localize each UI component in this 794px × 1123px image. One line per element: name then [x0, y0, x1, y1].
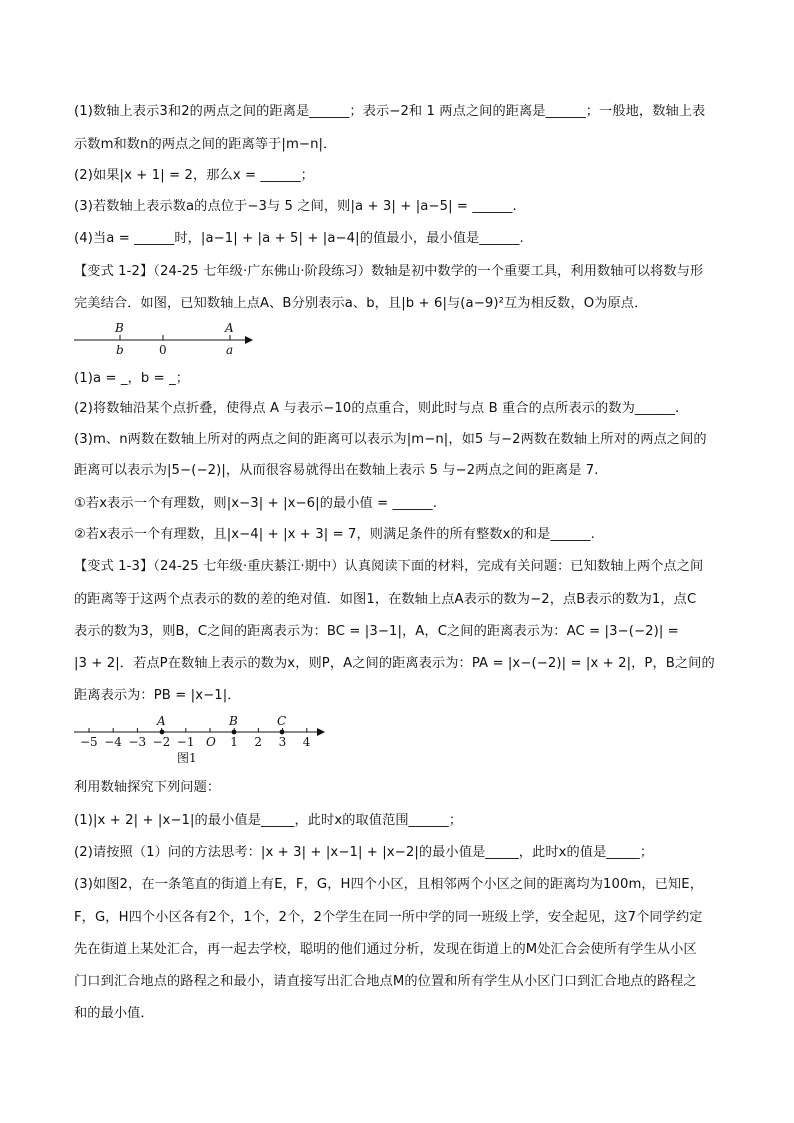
text-line: ②若x表示一个有理数，且|x−4| + |x + 3| = 7，则满足条件的所有整数x的和是______.: [74, 527, 595, 542]
tick-label: 2: [254, 735, 263, 749]
text-line: (1)数轴上表示3和2的两点之间的距离是______；表示−2和 1 两点之间的距离是______；一般地，数轴上表: [74, 104, 706, 119]
text-line: 门口到汇合地点的路程之和最小，请直接写出汇合地点M的位置和所有学生从小区门口到汇合地点的路程之: [74, 974, 697, 989]
text-line: 和的最小值．: [74, 1006, 154, 1021]
text-line: (2)请按照（1）问的方法思考：|x + 3| + |x−1| + |x−2|的最小值是_____，此时x的值是_____；: [74, 845, 654, 860]
point-c-dot: [280, 730, 285, 735]
tick-label: −1: [176, 735, 195, 749]
point-label-a-fig1: A: [157, 714, 166, 728]
text-line: 【变式 1-2】（24-25 七年级·广东佛山·阶段练习）数轴是初中数学的一个重要工具，利用数轴可以将数与形: [74, 264, 704, 279]
value-label-zero: 0: [159, 343, 167, 357]
text-line: (2)如果|x + 1| = 2，那么x = ______；: [74, 168, 314, 183]
text-line: 距离表示为：PB = |x−1|．: [74, 688, 241, 703]
text-line: 完美结合．如图，已知数轴上点A、B分别表示a、b，且|b + 6|与(a−9)²互为相反数，O为原点．: [74, 296, 648, 311]
tick-label: 4: [302, 735, 311, 749]
point-label-b-fig1: B: [229, 714, 238, 728]
text-line: 的距离等于这两个点表示的数的差的绝对值．如图1，在数轴上点A表示的数为−2，点B表示的数为1，点C: [74, 592, 697, 607]
point-label-b: B: [115, 321, 124, 335]
text-line: (3)若数轴上表示数a的点位于−3与 5 之间，则|a + 3| + |a−5| = ______.: [74, 199, 517, 214]
point-b-dot: [232, 730, 237, 735]
text-line: 利用数轴探究下列问题：: [74, 780, 221, 795]
text-line: |3 + 2|．若点P在数轴上表示的数为x，则P，A之间的距离表示为：PA = |x−(−2)| = |x + 2|，P，B之间的: [74, 656, 715, 671]
figure-caption: 图1: [177, 751, 197, 765]
text-line: (1)|x + 2| + |x−1|的最小值是_____，此时x的取值范围______；: [74, 813, 463, 828]
text-line: (3)如图2，在一条笔直的街道上有E，F，G，H四个小区，且相邻两个小区之间的距离均为100m，已知E，: [74, 877, 703, 892]
value-label-b: b: [116, 343, 124, 357]
text-line: (4)当a = ______时，|a−1| + |a + 5| + |a−4|的值最小，最小值是______.: [74, 231, 524, 246]
tick-label: −2: [152, 735, 171, 749]
point-label-a: A: [225, 321, 234, 335]
text-line: (3)m、n两数在数轴上所对的两点之间的距离可以表示为|m−n|，如5 与−2两数在数轴上所对的两点之间的: [74, 432, 707, 447]
point-a-dot: [160, 730, 165, 735]
text-line: 距离可以表示为|5−(−2)|，从而很容易就得出在数轴上表示 5 与−2两点之间的距离是 7.: [74, 463, 599, 478]
tick-label: 1: [230, 735, 238, 749]
tick-label: 3: [278, 735, 287, 749]
tick-label: −4: [104, 735, 122, 749]
tick-label: −5: [80, 735, 98, 749]
text-line: 【变式 1-3】（24-25 七年级·重庆綦江·期中）认真阅读下面的材料，完成有关问题：已知数轴上两个点之间: [74, 559, 704, 574]
tick-label: O: [206, 735, 216, 749]
tick-label: −3: [128, 735, 147, 749]
text-line: 表示的数为3，则B，C之间的距离表示为：BC = |3−1|，A，C之间的距离表示为：AC = |3−(−2)| =: [74, 624, 679, 639]
text-line: (2)将数轴沿某个点折叠，使得点 A 与表示−10的点重合，则此时与点 B 重合的点所表示的数为______.: [74, 401, 680, 416]
text-line: 示数m和数n的两点之间的距离等于|m−n|．: [74, 137, 337, 152]
text-line: F，G，H四个小区各有2个，1个，2个，2个学生在同一所中学的同一班级上学，安全起见，这7个同学约定: [74, 910, 703, 925]
value-label-a: a: [226, 343, 234, 357]
text-line: (1)a = _，b = _；: [74, 371, 190, 386]
text-line: ①若x表示一个有理数，则|x−3| + |x−6|的最小值 = ______.: [74, 496, 438, 511]
point-label-c-fig1: C: [277, 714, 287, 728]
text-line: 先在街道上某处汇合，再一起去学校，聪明的他们通过分析，发现在街道上的M处汇合会使所有学生从小区: [74, 942, 697, 957]
